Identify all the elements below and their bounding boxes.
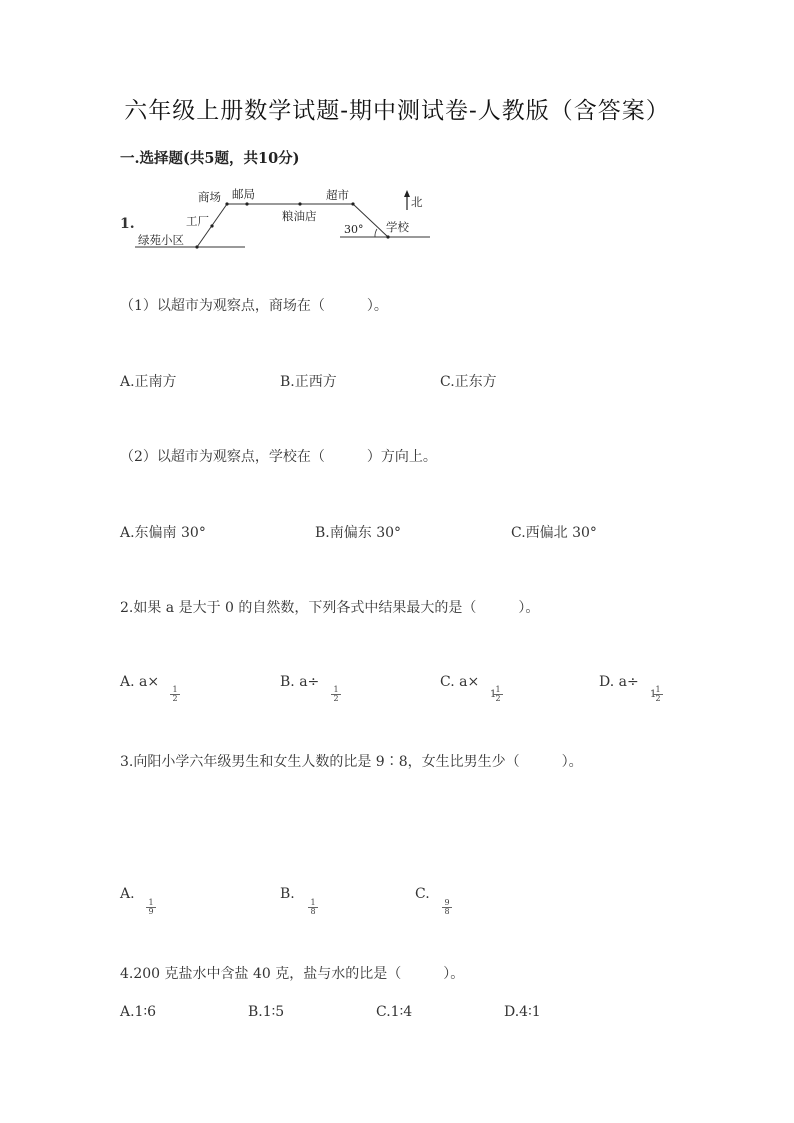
fraction-denominator: 2	[495, 694, 501, 703]
q1-sub2-option-b[interactable]: B.南偏东 30°	[315, 525, 402, 541]
point-xuexiao	[386, 235, 389, 238]
q1-sub2-option-c[interactable]: C.西偏北 30°	[511, 525, 597, 541]
q1-map-figure	[135, 180, 435, 255]
fraction-denominator: 2	[655, 694, 661, 703]
q2-option-b-fraction	[331, 686, 341, 703]
q1-sub2-text: （2）以超市为观察点，学校在（ ）方向上。	[120, 449, 437, 465]
label-north: 北	[411, 195, 423, 209]
q2-option-c-whole: 1	[490, 689, 497, 700]
fraction-denominator: 2	[333, 694, 339, 703]
q2-text: 2.如果 a 是大于 0 的自然数，下列各式中结果最大的是（ ）。	[120, 600, 540, 616]
fraction-numerator: 1	[170, 686, 180, 695]
q3-text: 3.向阳小学六年级男生和女生人数的比是 9∶8，女生比男生少（ ）。	[120, 754, 583, 770]
q4-text: 4.200 克盐水中含盐 40 克，盐与水的比是（ ）。	[120, 966, 465, 982]
point-shangchang	[225, 202, 228, 205]
page-title: 六年级上册数学试题-期中测试卷-人教版（含答案）	[124, 98, 670, 124]
q3-option-c[interactable]: C.	[415, 886, 430, 902]
q3-option-c-fraction	[442, 899, 452, 916]
q1-sub1-option-b[interactable]: B.正西方	[280, 374, 337, 390]
q2-option-d-fraction	[653, 686, 663, 703]
point-liangyoudian	[298, 202, 301, 205]
fraction-numerator: 1	[653, 686, 663, 695]
q1-sub1-text: （1）以超市为观察点，商场在（ ）。	[120, 298, 388, 314]
fraction-numerator: 1	[493, 686, 503, 695]
point-lvyuan	[195, 245, 198, 248]
point-chaoshi	[351, 202, 354, 205]
point-youju	[245, 202, 248, 205]
fraction-numerator: 1	[146, 899, 156, 908]
q1-sub1-option-a[interactable]: A.正南方	[120, 374, 177, 390]
q2-option-b[interactable]: B. a÷	[280, 674, 320, 690]
q4-option-b[interactable]: B.1∶5	[248, 1004, 285, 1020]
fraction-denominator: 8	[444, 907, 450, 916]
label-angle: 30°	[344, 223, 364, 236]
section-heading: 一.选择题(共5题，共10分)	[120, 150, 300, 167]
label-xuexiao: 学校	[386, 220, 409, 234]
q2-option-d[interactable]: D. a÷	[599, 674, 639, 690]
label-youju: 邮局	[232, 187, 255, 201]
q3-option-a-fraction	[146, 899, 156, 916]
q2-option-c-fraction	[493, 686, 503, 703]
label-liangyoudian: 粮油店	[282, 209, 317, 223]
q2-option-a[interactable]: A. a×	[120, 674, 160, 690]
q2-option-a-fraction	[170, 686, 180, 703]
label-lvyuan: 绿苑小区	[138, 233, 184, 247]
label-gongchang: 工厂	[186, 214, 209, 228]
q3-option-b[interactable]: B.	[280, 886, 295, 902]
fraction-numerator: 1	[308, 899, 318, 908]
fraction-denominator: 2	[172, 694, 178, 703]
q3-option-b-fraction	[308, 899, 318, 916]
q1-sub2-option-a[interactable]: A.东偏南 30°	[120, 525, 206, 541]
fraction-denominator: 8	[310, 907, 316, 916]
fraction-numerator: 9	[442, 899, 452, 908]
q4-option-d[interactable]: D.4∶1	[504, 1004, 541, 1020]
q3-option-a[interactable]: A.	[120, 886, 135, 902]
fraction-denominator: 9	[148, 907, 154, 916]
label-shangchang: 商场	[198, 190, 221, 204]
north-arrowhead-icon	[404, 190, 410, 197]
fraction-numerator: 1	[331, 686, 341, 695]
q2-option-c[interactable]: C. a×	[440, 674, 480, 690]
q2-option-d-whole: 1	[650, 689, 657, 700]
q4-option-a[interactable]: A.1∶6	[120, 1004, 157, 1020]
label-chaoshi: 超市	[326, 188, 349, 202]
angle-arc	[375, 229, 377, 237]
q1-sub1-option-c[interactable]: C.正东方	[440, 374, 497, 390]
point-gongchang	[210, 224, 213, 227]
q4-option-c[interactable]: C.1∶4	[376, 1004, 413, 1020]
q1-number: 1.	[120, 216, 135, 232]
